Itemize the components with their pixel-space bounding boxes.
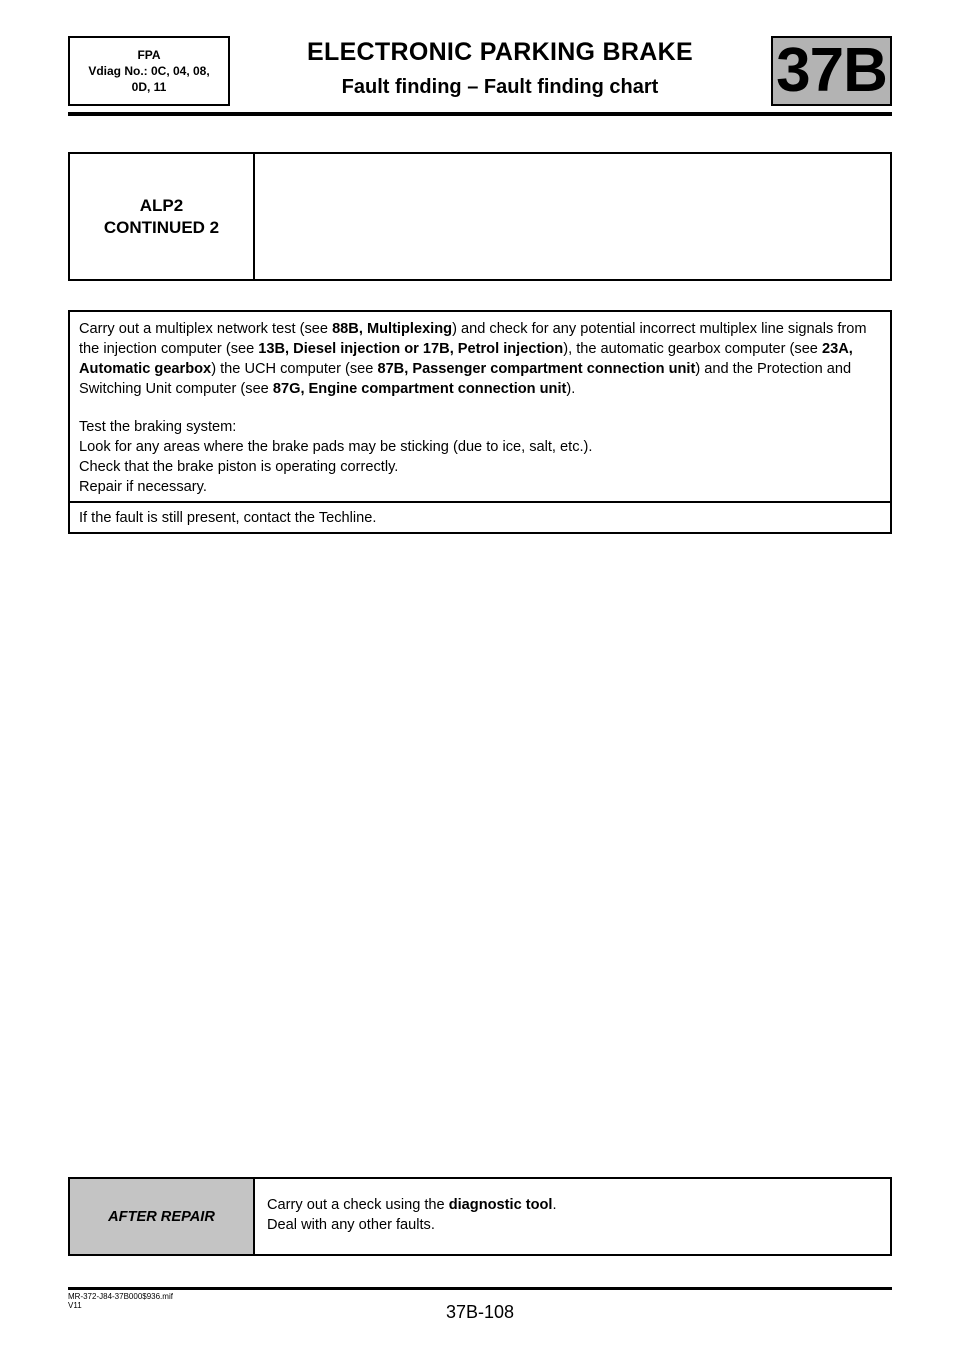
section-code-badge: 37B	[771, 36, 892, 106]
page-number: 37B-108	[445, 1302, 515, 1322]
alp-title: ALP2	[139, 195, 184, 215]
instruction-box	[68, 310, 892, 534]
braking-line-2: Look for any areas where the brake pads may be sticking (due to ice, salt, etc.).	[79, 439, 593, 455]
after-repair-line1	[267, 1195, 877, 1215]
footer-ref-version: V11	[68, 1301, 82, 1310]
alp-continued: CONTINUED 2	[103, 217, 220, 237]
diagnostic-tool-term: diagnostic tool	[448, 1197, 553, 1213]
header-divider	[68, 112, 892, 116]
instruction-divider	[70, 501, 890, 503]
after-repair-text	[267, 1195, 877, 1235]
paragraph-text: ), the automatic gearbox computer (see	[563, 341, 822, 357]
paragraph-text: ) and check for any potential incorrect multiplex line signals from the injection computer (see	[79, 321, 867, 357]
footer-divider	[68, 1287, 892, 1290]
alp-header-box	[68, 152, 892, 281]
reference-term: 13B, Diesel injection or 17B, Petrol injection	[258, 341, 564, 357]
footer-ref-file: MR-372-J84-37B000$936.mif	[68, 1292, 173, 1301]
after-repair-box	[68, 1177, 892, 1256]
reference-term: 88B, Multiplexing	[332, 321, 453, 337]
paragraph-text: ) and the Protection and Switching Unit computer (see	[79, 361, 852, 397]
braking-line-3: Check that the brake piston is operating correctly.	[79, 459, 399, 475]
after-repair-line2: Deal with any other faults.	[267, 1217, 435, 1233]
vehicle-info-box	[68, 36, 230, 106]
multiplex-test-paragraph	[79, 319, 887, 399]
reference-term: 23A, Automatic gearbox	[79, 341, 853, 377]
reference-term: 87G, Engine compartment connection unit	[272, 381, 567, 397]
braking-line-4: Repair if necessary.	[79, 479, 207, 495]
page-title: ELECTRONIC PARKING BRAKE	[307, 38, 693, 66]
braking-line-1: Test the braking system:	[79, 419, 237, 435]
footer-reference	[68, 1292, 173, 1310]
reference-term: 87B, Passenger compartment connection unit	[377, 361, 696, 377]
paragraph-text: Carry out a multiplex network test (see	[79, 321, 333, 337]
alp-label-cell	[70, 154, 255, 279]
techline-paragraph: If the fault is still present, contact the Techline.	[79, 510, 377, 526]
vehicle-info-line2: Vdiag No.: 0C, 04, 08,	[88, 64, 210, 78]
paragraph-text: ) the UCH computer (see	[211, 361, 378, 377]
after-repair-label: AFTER REPAIR	[70, 1179, 255, 1254]
braking-test-paragraph	[79, 417, 887, 497]
vehicle-info-line3: 0D, 11	[131, 80, 167, 94]
page-subtitle: Fault finding – Fault finding chart	[341, 76, 659, 98]
vehicle-info-line1: FPA	[137, 48, 161, 62]
after-repair-prefix: Carry out a check using the	[267, 1197, 449, 1213]
after-repair-suffix: .	[552, 1197, 557, 1213]
paragraph-text: ).	[566, 381, 576, 397]
